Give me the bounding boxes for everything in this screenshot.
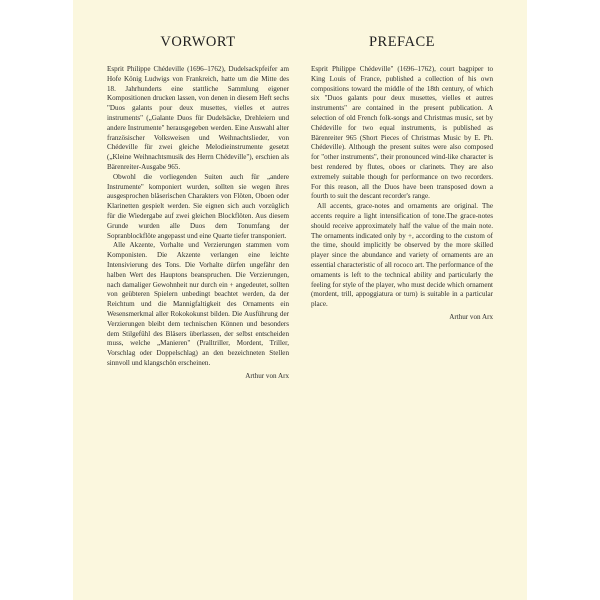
preface-column [311, 34, 493, 323]
vorwort-title: VORWORT [160, 34, 236, 50]
vorwort-column [107, 34, 289, 382]
preface-signature: Arthur von Arx [449, 312, 493, 321]
vorwort-paragraph-2: Obwohl die vorliegenden Suiten auch für „andere Instrumente" komponiert wurden, sollten sie wegen ihres ausgesprochen bläserischen Charakters von Flöten, Oboen oder Klarinetten gespielt werden. Sie eignen sich auch vorzüglich für die Wiedergabe auf zwei gleichen Blockflöten. Aus diesem Grunde wurden alle Duos dem Tonumfang der Sopranblockflöte angepasst und eine Quarte tiefer transponiert. [107, 172, 289, 240]
preface-title: PREFACE [368, 34, 436, 50]
page [73, 0, 527, 600]
preface-paragraph-2: All accents, grace-notes and ornaments are original. The accents require a light intensification of tone.The grace-notes should receive approximately half the value of the main note. The ornaments indicated only by +, according to the custom of the time, should implicitly be observed by the more skilled player since the abundance and variety of ornaments are an essential characteristic of all rococo art. The performance of the ornaments is left to the technical ability and particularly the feeling for style of the player, who must decide which ornament (mordent, trill, appoggiatura or turn) is suitable in a particular place. [311, 202, 493, 309]
vorwort-paragraph-1: Esprit Philippe Chédeville (1696–1762), Dudelsackpfeifer am Hofe König Ludwigs von Frankreich, hatte um die Mitte des 18. Jahrhunderts eine stattliche Sammlung eigener Kompositionen drucken lassen, von denen in diesem Heft sechs "Duos galants pour deux musettes, vielles et autres instruments" („Galante Duos für Dudelsäcke, Drehleiern und andere Instrumente" herausgegeben werden. Eine Auswahl alter französischer Volksweisen und Weihnachtslieder, von Chédeville für zwei gleiche Melodieinstrumente gesetzt („Kleine Weihnachtsmusik des Herrn Chédeville"), erschien als Bärenreiter-Ausgabe 965. [107, 65, 289, 171]
preface-paragraph-1: Esprit Philippe Chédeville" (1696–1762), court bagpiper to King Louis of France, published a collection of his own compositions toward the middle of the 18th century, of which six "Duos galants pour deux musettes, vielles et autres instruments" are contained in the present publication. A selection of old French folk-songs and Christmas music, set by Chédeville for two equal instruments, is published as Bärenreiter 965 (Short Pieces of Christmas Music by E. Ph. Chédeville). Although the present suites were also composed for "other instruments", their pronounced wind-like character is best rendered by flutes, oboes or clarinets. They are also extremely suitable though for performance on two recorders. For this reason, all the Duos have been transposed down a fourth to suit the descant recorder's range. [311, 65, 493, 201]
vorwort-signature: Arthur von Arx [245, 371, 289, 380]
vorwort-paragraph-3: Alle Akzente, Vorhalte und Verzierungen stammen vom Komponisten. Die Akzente verlangen eine leichte Intensivierung des Tons. Die Vorhalte dürfen ungefähr den halben Wert des Hauptons beanspruchen. Die Verzierungen, nach damaliger Gewohnheit nur durch ein + angedeutet, sollten von geübteren Spielern unbedingt beachtet werden, da der Reichtum und die Mannigfaltigkeit des Ornaments ein Wesensmerkmal aller Rokokokunst bilden. Die Ausführung der Verzierungen bleibt dem technischen Können und besonders dem Stilgefühl des Bläsers überlassen, der selbst entscheiden muss, welche „Manieren" (Pralltriller, Mordent, Triller, Vorschlag oder Doppelschlag) an den bezeichneten Stellen sinnvoll und klangschön erscheinen. [107, 241, 289, 367]
